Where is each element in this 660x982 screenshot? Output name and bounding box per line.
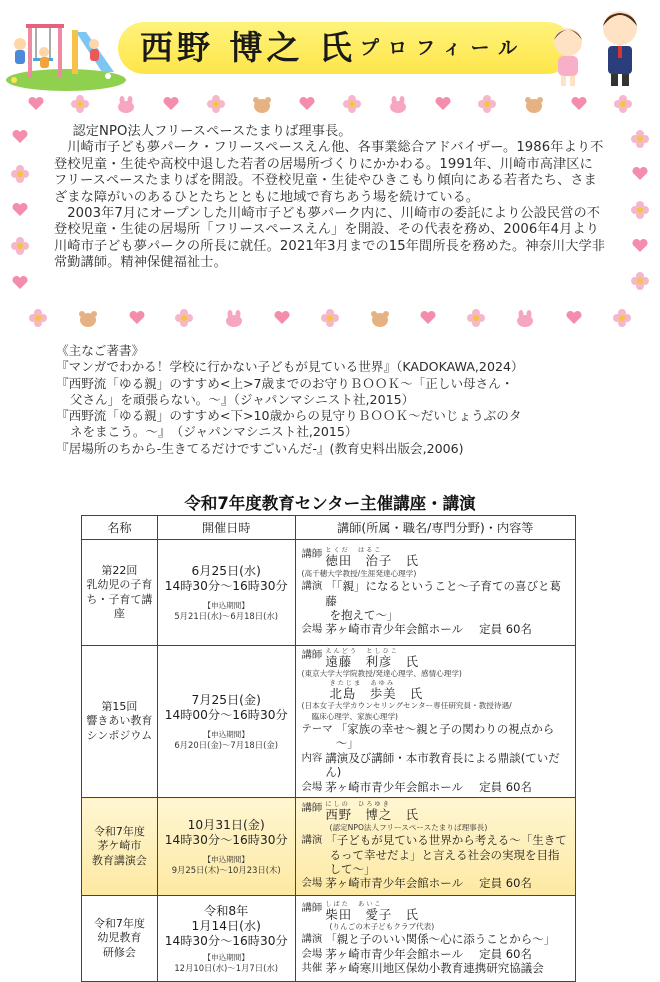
venue-value: 茅ヶ崎市青少年会館ホール [325, 946, 464, 961]
lecturer-ruby: とくだ はるこ [325, 547, 383, 555]
course-name-line: 茅ケ崎市 [97, 839, 142, 853]
heart-icon [12, 203, 28, 217]
course-name-cell [82, 646, 158, 798]
profile-name: 西野 博之 氏 [140, 28, 356, 67]
capacity-value: 60名 [505, 622, 532, 637]
course-date-cell [157, 798, 295, 896]
flower-icon [631, 130, 649, 148]
children-illustration [538, 4, 658, 90]
heart-icon [129, 311, 145, 325]
course-info-cell [295, 646, 575, 798]
top-decoration-row [0, 92, 660, 116]
lecturer-name: 柴田 愛子 氏 [325, 906, 420, 922]
cohost-label: 共催 [301, 962, 323, 975]
application-period-label: 【申込期間】 [203, 729, 249, 739]
book-item-continued: 父さん」を頑張らない。～』（ジャパンマシニスト社,2015） [69, 391, 415, 407]
lecturer-affiliation: (高千穂大学教授/生涯発達心理学) [301, 568, 417, 578]
bear-icon [252, 96, 272, 113]
flower-icon [175, 309, 193, 327]
heart-icon [12, 276, 28, 290]
header-name: 名称 [82, 516, 158, 540]
book-item: 『マンガでわかる！学校に行かない子どもが見ている世界』（KADOKAWA,2024） [56, 359, 524, 375]
heart-icon [299, 97, 315, 111]
course-date-year: 令和8年 [204, 903, 249, 918]
heart-icon [632, 167, 648, 181]
lecturer-affiliation-continued: 臨床心理学、家族心理学) [311, 711, 399, 721]
lecture-label: 講演 [301, 933, 323, 946]
venue-label: 会場 [301, 780, 323, 793]
flower-icon [207, 95, 225, 113]
flower-icon [631, 272, 649, 290]
book-item-continued: ネをまこう。～』 （ジャパンマシニスト社,2015） [69, 424, 358, 440]
capacity-value: 60名 [505, 946, 532, 961]
capacity-label: 定員 [479, 622, 503, 637]
lecturer-label: 講師 [301, 802, 323, 815]
course-info-cell [295, 540, 575, 646]
flower-icon [343, 95, 361, 113]
book-item: 『居場所のちから-生きてるだけですごいんだ-』(教育史料出版会,2006) [56, 440, 464, 456]
table-row [82, 646, 576, 798]
course-info-cell [295, 798, 575, 896]
course-name-cell [82, 798, 158, 896]
profile-header [0, 0, 660, 92]
flower-icon [11, 165, 29, 183]
profile-subtitle: プロフィール [360, 37, 527, 59]
playground-illustration [6, 14, 128, 90]
course-info-cell [295, 896, 575, 982]
course-time: 14時00分～16時30分 [164, 707, 288, 722]
course-name-line: 教育講演会 [91, 853, 147, 867]
capacity-value: 60名 [505, 876, 532, 891]
left-decoration-column [8, 120, 32, 300]
lecture-title-continued: を抱えて～」 [329, 607, 399, 622]
works-list [56, 343, 616, 457]
application-period-label: 【申込期間】 [203, 600, 249, 610]
venue-label: 会場 [301, 877, 323, 890]
course-name-line: 幼児教育 [97, 931, 142, 945]
course-name-cell [82, 540, 158, 646]
profile-bio [54, 124, 606, 272]
course-name-line: シンポジウム [86, 728, 153, 742]
application-period: 9月25日(木)～10月23日(木) [171, 864, 281, 875]
course-name-line: 研修会 [102, 945, 136, 959]
lecturer-ruby: きたじま あゆみ [329, 679, 396, 687]
book-item: 『西野流「ゆる親」のすすめ<上>7歳までのお守りＢＯＯＫ～「正しい母さん・ [56, 375, 514, 391]
venue-value: 茅ヶ崎市青少年会館ホール [325, 876, 464, 891]
flower-icon [321, 309, 339, 327]
lecturer-affiliation: (認定NPO法人フリースペースたまりば理事長) [329, 822, 488, 832]
course-name-cell [82, 896, 158, 982]
lecturer-name: 遠藤 利彦 氏 [325, 654, 420, 669]
heart-icon [435, 97, 451, 111]
header-date: 開催日時 [157, 516, 295, 540]
application-period-label: 【申込期間】 [203, 952, 249, 962]
theme-value: 「家族の幸せ～親と子の関わりの視点から～」 [335, 722, 555, 751]
lecturer-ruby: しばた あいこ [325, 900, 383, 908]
course-name-line: 乳幼児の子育 [86, 578, 153, 591]
venue-value: 茅ヶ崎市青少年会館ホール [325, 779, 464, 794]
course-name-line: 響きあい教育 [86, 714, 153, 728]
capacity-label: 定員 [479, 779, 503, 794]
course-date: 1月14日(水) [191, 918, 261, 933]
bio-paragraph: 川崎市子ども夢パーク・フリースペースえん他、各事業総合アドバイザー。1986年より不登校児童・生徒や高校中退した若者の居場所づくりにかかわる。1991年、川崎市高津区にフリースペースたまりばを開設。不登校児童・生徒やひきこもり傾向にある若者たち、さまざまな障がいのあるひとたちとともに地域で育ちあう場を続けている。 [54, 140, 604, 205]
lecturer-ruby: にしの ひろゆき [325, 801, 391, 809]
application-period: 5月21日(水)～6月18日(水) [174, 610, 279, 621]
course-table [81, 515, 576, 982]
lecturer-label: 講師 [301, 548, 323, 561]
lecture-title: 「子どもが見ている世界から考える～「生きて [325, 833, 567, 848]
bear-icon [78, 310, 98, 327]
heart-icon [28, 97, 44, 111]
heart-icon [632, 239, 648, 253]
content-label: 内容 [301, 751, 323, 764]
application-period-label: 【申込期間】 [203, 854, 249, 864]
flower-icon [613, 309, 631, 327]
flower-icon [478, 95, 496, 113]
heart-icon [566, 311, 582, 325]
lecturer-affiliation: (りんごの木子どもクラブ代表) [329, 921, 435, 931]
course-name-line: ち・子育て講座 [86, 592, 153, 620]
table-header-row [82, 516, 576, 540]
course-name-line: 令和7年度 [93, 916, 145, 930]
table-row-highlighted [82, 798, 576, 896]
lecture-title: 「「親」になるということ～子育ての喜びと葛藤 [325, 579, 562, 608]
course-time: 14時30分～16時30分 [164, 578, 288, 593]
heart-icon [420, 311, 436, 325]
course-date-cell [157, 896, 295, 982]
course-date-cell [157, 646, 295, 798]
capacity-label: 定員 [479, 876, 503, 891]
bear-icon [370, 310, 390, 327]
bunny-icon [515, 310, 535, 327]
bunny-icon [388, 96, 408, 113]
theme-label: テーマ [301, 723, 333, 736]
application-period: 6月20日(金)～7月18日(金) [174, 739, 279, 750]
flower-icon [614, 95, 632, 113]
header-info: 講師(所属・職名/専門分野)・内容等 [295, 516, 575, 540]
course-date: 7月25日(金) [191, 692, 261, 707]
course-date: 10月31日(金) [187, 817, 265, 832]
heart-icon [12, 130, 28, 144]
lecture-label: 講演 [301, 580, 323, 593]
table-row [82, 540, 576, 646]
bunny-icon [116, 96, 136, 113]
flower-icon [631, 201, 649, 219]
course-section-title: 令和7年度教育センター主催講座・講演 [184, 494, 476, 513]
course-name-line: 第15回 [101, 699, 138, 713]
bio-paragraph: 2003年7月にオープンした川崎市子ども夢パーク内に、川崎市の委託により公設民営の不登校児童・生徒の居場所「フリースペースえん」を開設、その代表を務め、2006年4月より川崎市子ども夢パークの所長に就任。2021年3月までの15年間所長を務めた。神奈川大学非常勤講師。精神保健福祉士。 [54, 206, 606, 271]
bear-icon [524, 96, 544, 113]
lecturer-name: 北島 歩美 氏 [329, 685, 424, 701]
bio-paragraph: 認定NPO法人フリースペースたまりば理事長。 [72, 124, 352, 139]
capacity-label: 定員 [479, 946, 503, 961]
flower-icon [467, 309, 485, 327]
application-period: 12月10日(水)～1月7日(水) [174, 962, 279, 973]
course-date-cell [157, 540, 295, 646]
lecturer-name: 徳田 治子 氏 [325, 553, 420, 569]
lecture-title: 「親と子のいい関係～心に添うことから～」 [325, 932, 556, 947]
lecture-label: 講演 [301, 834, 323, 847]
heart-icon [163, 97, 179, 111]
bottom-decoration-row [0, 306, 660, 330]
book-item: 『西野流「ゆる親」のすすめ<下>10歳からの見守りＢＯＯＫ～だいじょうぶのタ [56, 408, 522, 424]
heart-icon [571, 97, 587, 111]
table-row [82, 896, 576, 982]
heart-icon [274, 311, 290, 325]
venue-label: 会場 [301, 947, 323, 960]
lecturer-affiliation: (東京大学大学院教授/発達心理学、感情心理学) [301, 669, 462, 679]
capacity-value: 60名 [505, 779, 532, 794]
lecturer-label: 講師 [301, 649, 323, 661]
flower-icon [71, 95, 89, 113]
works-heading: 《主なご著書》 [56, 343, 145, 358]
course-time: 14時30分～16時30分 [164, 933, 288, 948]
lecture-title-continued: るって幸せだよ」と言える社会の実現を目指 [329, 847, 560, 862]
venue-label: 会場 [301, 623, 323, 636]
venue-value: 茅ヶ崎市青少年会館ホール [325, 622, 464, 637]
bunny-icon [224, 310, 244, 327]
lecturer-label: 講師 [301, 901, 323, 914]
lecturer-name: 西野 博之 氏 [325, 807, 420, 823]
content-value: 講演及び講師・本市教育長による鼎談(ていだん) [325, 750, 560, 780]
course-date: 6月25日(水) [191, 563, 261, 578]
course-name-line: 令和7年度 [93, 824, 145, 838]
lecture-title-continued: して～」 [329, 861, 376, 876]
flower-icon [29, 309, 47, 327]
lecturer-ruby: えんどう としひこ [325, 648, 399, 655]
course-name-line: 第22回 [101, 563, 138, 577]
cohost-value: 茅ヶ崎寒川地区保幼小教育連携研究協議会 [325, 961, 544, 976]
right-decoration-column [628, 120, 652, 300]
lecturer-affiliation: (日本女子大学カウンセリングセンター専任研究員・教授待遇/ [301, 701, 512, 711]
flower-icon [11, 237, 29, 255]
course-time: 14時30分～16時30分 [164, 832, 288, 847]
